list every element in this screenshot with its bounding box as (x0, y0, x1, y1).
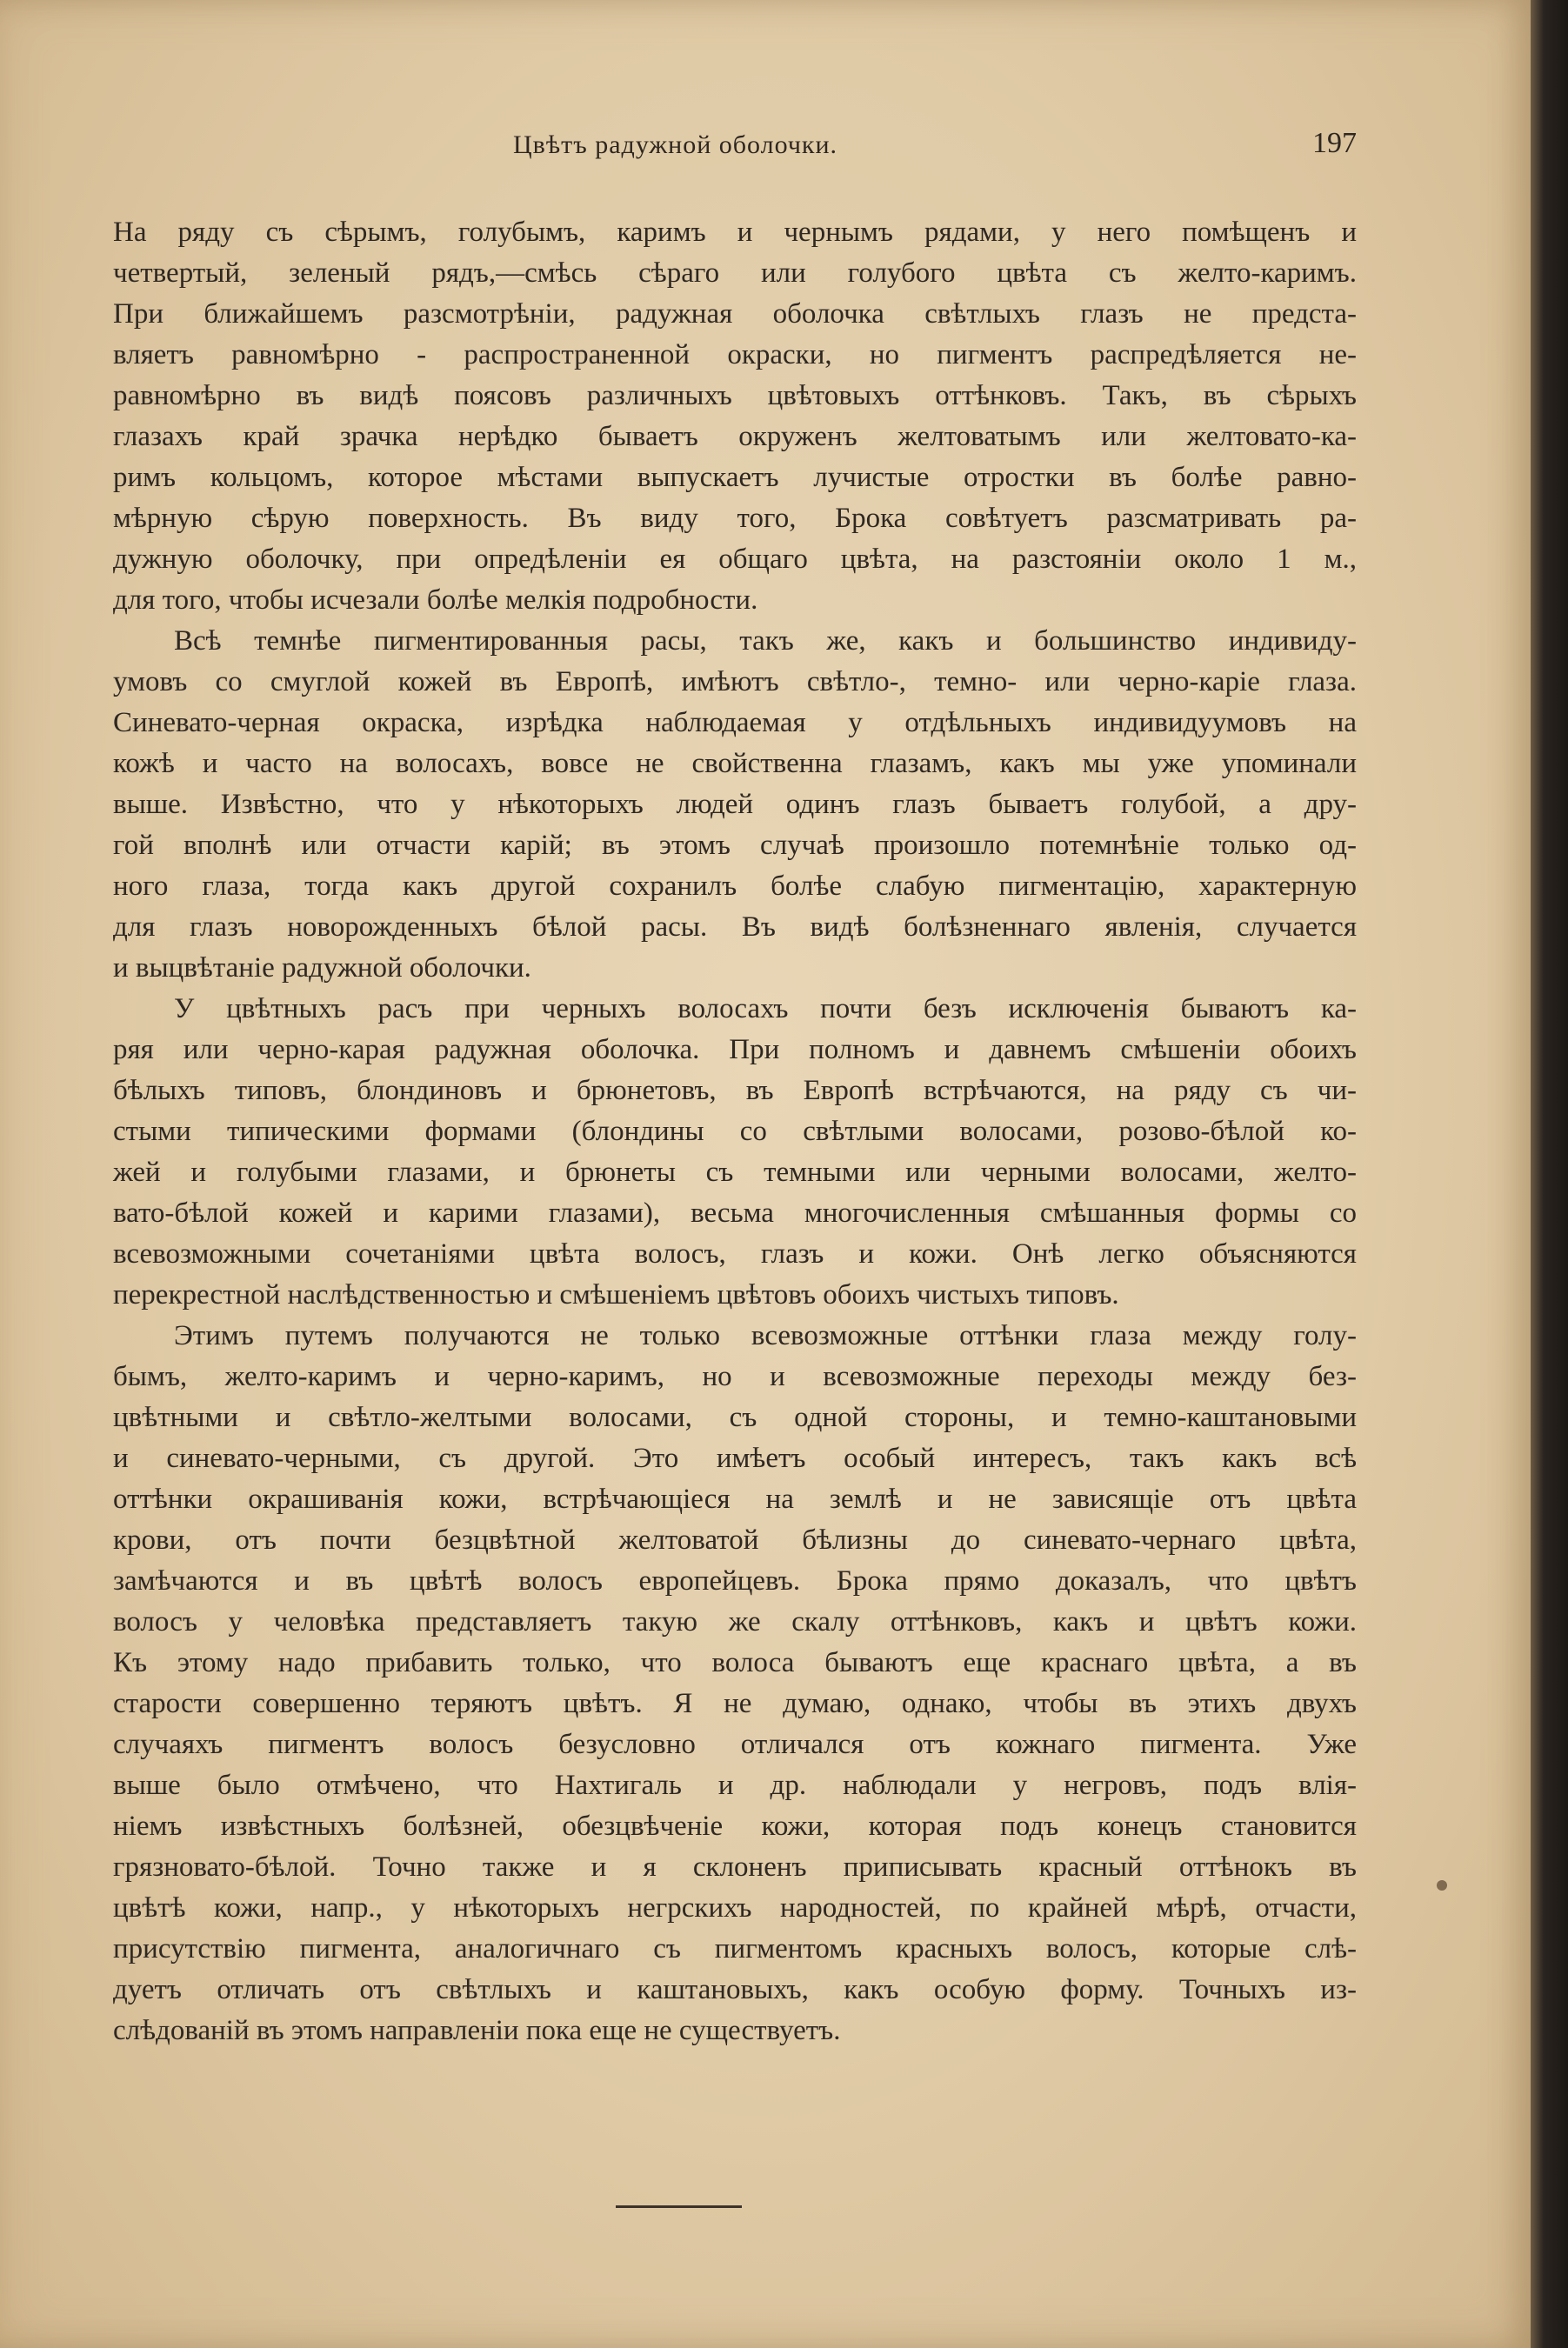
body-text (113, 212, 1357, 2051)
text-line: При ближайшемъ разсмотрѣніи, радужная оболочка свѣтлыхъ глазъ не предста- (113, 298, 1357, 330)
text-line: кожѣ и часто на волосахъ, вовсе не свойственна глазамъ, какъ мы уже упоминали (113, 748, 1357, 779)
text-line: ряя или черно-карая радужная оболочка. При полномъ и давнемъ смѣшеніи обоихъ (113, 1034, 1357, 1065)
text-line: глазахъ край зрачка нерѣдко бываетъ окруженъ желтоватымъ или желтовато-ка- (113, 421, 1357, 452)
text-line: четвертый, зеленый рядъ,—смѣсь сѣраго или голубого цвѣта съ желто-каримъ. (113, 257, 1357, 289)
text-line: гой вполнѣ или отчасти карій; въ этомъ случаѣ произошло потемнѣніе только од- (113, 830, 1357, 861)
text-line: Къ этому надо прибавить только, что волоса бываютъ еще краснаго цвѣта, а въ (113, 1647, 1357, 1678)
text-line: бымъ, желто-каримъ и черно-каримъ, но и всевозможные переходы между без- (113, 1361, 1357, 1392)
text-line: выше было отмѣчено, что Нахтигаль и др. наблюдали у негровъ, подъ влія- (113, 1770, 1357, 1801)
text-line: Синевато-черная окраска, изрѣдка наблюдаемая у отдѣльныхъ индивидуумовъ на (113, 707, 1357, 738)
text-line: равномѣрно въ видѣ поясовъ различныхъ цвѣтовыхъ оттѣнковъ. Такъ, въ сѣрыхъ (113, 380, 1357, 411)
text-line: для глазъ новорожденныхъ бѣлой расы. Въ видѣ болѣзненнаго явленія, случается (113, 911, 1357, 943)
text-line: цвѣтѣ кожи, напр., у нѣкоторыхъ негрскихъ народностей, по крайней мѣрѣ, отчасти, (113, 1892, 1357, 1924)
text-line: присутствію пигмента, аналогичнаго съ пигментомъ красныхъ волосъ, которые слѣ- (113, 1933, 1357, 1964)
text-line: жей и голубыми глазами, и брюнеты съ темными или черными волосами, желто- (113, 1157, 1357, 1188)
text-line: римъ кольцомъ, которое мѣстами выпускаетъ лучистые отростки въ болѣе равно- (113, 462, 1357, 493)
text-line: умовъ со смуглой кожей въ Европѣ, имѣютъ свѣтло-, темно- или черно-каріе глаза. (113, 666, 1357, 697)
page-edge-shadow (1531, 0, 1568, 2348)
text-line: слѣдованій въ этомъ направленіи пока еще не существуетъ. (113, 2015, 841, 2046)
text-line: бѣлыхъ типовъ, блондиновъ и брюнетовъ, въ Европѣ встрѣчаются, на ряду съ чи- (113, 1075, 1357, 1106)
running-title: Цвѣтъ радужной оболочки. (513, 130, 838, 159)
text-line: оттѣнки окрашиванія кожи, встрѣчающіеся на землѣ и не зависящіе отъ цвѣта (113, 1484, 1357, 1515)
text-line: всевозможными сочетаніями цвѣта волосъ, глазъ и кожи. Онѣ легко объясняются (113, 1238, 1357, 1270)
text-line: перекрестной наслѣдственностью и смѣшеніемъ цвѣтовъ обоихъ чистыхъ типовъ. (113, 1279, 1119, 1311)
text-line: и выцвѣтаніе радужной оболочки. (113, 952, 531, 984)
closing-rule (616, 2205, 742, 2208)
text-line: мѣрную сѣрую поверхность. Въ виду того, Брока совѣтуетъ разсматривать ра- (113, 503, 1357, 534)
text-line: цвѣтными и свѣтло-желтыми волосами, съ одной стороны, и темно-каштановыми (113, 1402, 1357, 1433)
text-line: выше. Извѣстно, что у нѣкоторыхъ людей одинъ глазъ бываетъ голубой, а дру- (113, 789, 1357, 820)
text-line: дужную оболочку, при опредѣленіи ея общаго цвѣта, на разстояніи около 1 м., (113, 544, 1357, 575)
text-line: дуетъ отличать отъ свѣтлыхъ и каштановыхъ, какъ особую форму. Точныхъ из- (113, 1974, 1357, 2005)
text-line: замѣчаются и въ цвѣтѣ волосъ европейцевъ. Брока прямо доказалъ, что цвѣтъ (113, 1565, 1357, 1597)
text-line: крови, отъ почти безцвѣтной желтоватой бѣлизны до синевато-чернаго цвѣта, (113, 1524, 1357, 1556)
text-line: для того, чтобы исчезали болѣе мелкія подробности. (113, 584, 758, 616)
text-line: ного глаза, тогда какъ другой сохранилъ болѣе слабую пигментацію, характерную (113, 870, 1357, 902)
page-number: 197 (1312, 127, 1357, 159)
text-line: старости совершенно теряютъ цвѣтъ. Я не думаю, однако, чтобы въ этихъ двухъ (113, 1688, 1357, 1719)
text-line: и синевато-черными, съ другой. Это имѣетъ особый интересъ, такъ какъ всѣ (113, 1443, 1357, 1474)
text-line: На ряду съ сѣрымъ, голубымъ, каримъ и чернымъ рядами, у него помѣщенъ и (113, 217, 1357, 248)
text-line: волосъ у человѣка представляетъ такую же скалу оттѣнковъ, какъ и цвѣтъ кожи. (113, 1606, 1357, 1638)
text-line: Всѣ темнѣе пигментированныя расы, такъ же, какъ и большинство индивиду- (174, 625, 1357, 657)
text-line: Этимъ путемъ получаются не только всевозможные оттѣнки глаза между голу- (174, 1320, 1357, 1351)
text-line: У цвѣтныхъ расъ при черныхъ волосахъ почти безъ исключенія бываютъ ка- (174, 993, 1357, 1024)
page-header (113, 127, 1357, 174)
text-line: вляетъ равномѣрно - распространенной окраски, но пигментъ распредѣляется не- (113, 339, 1357, 370)
text-line: стыми типическими формами (блондины со свѣтлыми волосами, розово-бѣлой ко- (113, 1116, 1357, 1147)
text-line: ніемъ извѣстныхъ болѣзней, обезцвѣченіе кожи, которая подъ конецъ становится (113, 1811, 1357, 1842)
text-line: случаяхъ пигментъ волосъ безусловно отличался отъ кожнаго пигмента. Уже (113, 1729, 1357, 1760)
paper-stain (1437, 1880, 1447, 1891)
text-line: грязновато-бѣлой. Точно также и я склоненъ приписывать красный оттѣнокъ въ (113, 1851, 1357, 1883)
text-line: вато-бѣлой кожей и карими глазами), весьма многочисленныя смѣшанныя формы со (113, 1197, 1357, 1229)
